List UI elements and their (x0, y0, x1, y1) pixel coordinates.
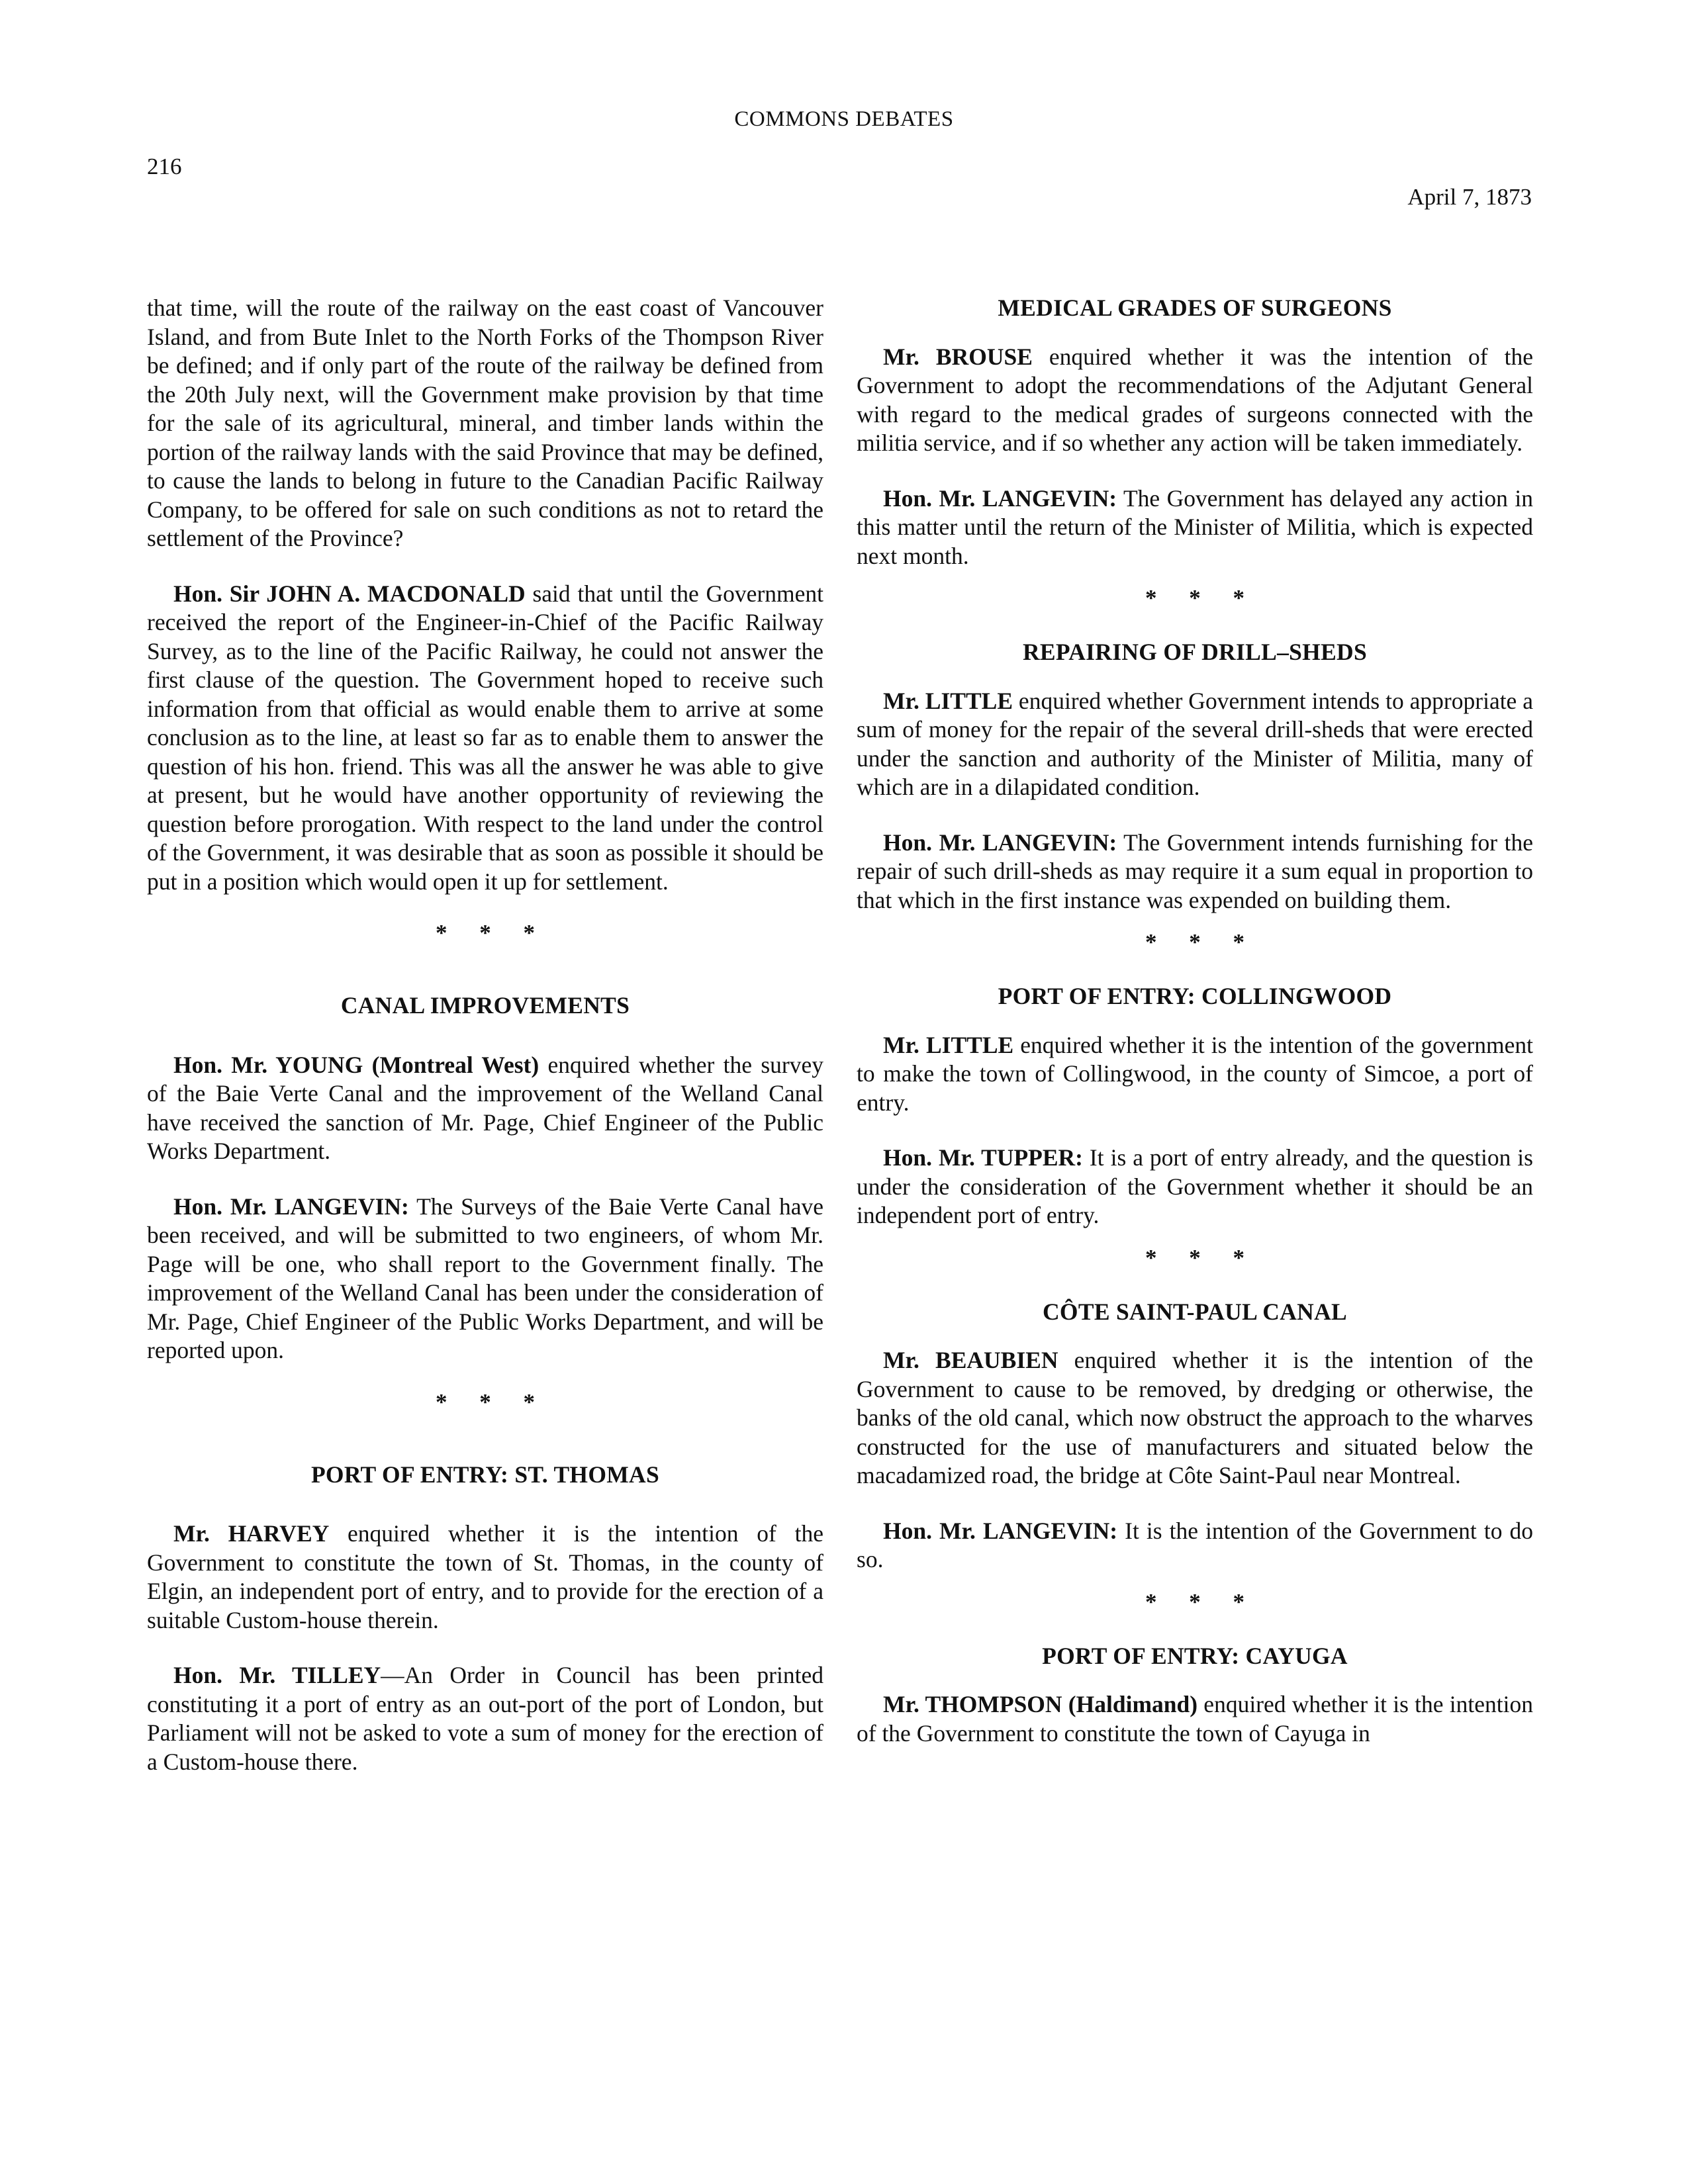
section-heading: MEDICAL GRADES OF SURGEONS (998, 295, 1392, 321)
paragraph (147, 580, 823, 897)
paragraph (147, 294, 823, 553)
left-column (147, 294, 823, 1803)
page-date: April 7, 1873 (1407, 184, 1532, 210)
paragraph-text: enquired whether it is the intention of the government to make the town of Collingwood, in the county of Simcoe, a port of entry. (857, 1031, 1533, 1116)
paragraph-text: said that until the Government received the report of the Engineer-in-Chief of the Pacific Railway Survey, as to the line of the Pacific Railway, he could not answer the first clause of the question. The Government hoped to receive such information from that official as would enable them to arrive at some conclusion as to the line, at least so far as to enable them to answer the question of his hon. friend. This was all the answer he was able to give at present, but he would have another opportunity of reviewing the question before prorogation. With respect to the land under the control of the Government, it was desirable that as soon as possible it should be put in a position which would open it up for settlement. (147, 580, 823, 895)
speaker-name: Mr. LITTLE (883, 687, 1013, 714)
section-heading: PORT OF ENTRY: COLLINGWOOD (998, 983, 1392, 1009)
section-heading: PORT OF ENTRY: ST. THOMAS (310, 1461, 660, 1488)
paragraph-text: enquired whether it is the intention of the Government to constitute the town of Cayuga in (857, 1691, 1533, 1747)
paragraph (147, 1193, 823, 1365)
section-separator: * * * (1145, 1588, 1258, 1615)
speaker-name: Mr. BROUSE (883, 343, 1033, 370)
paragraph (147, 1520, 823, 1635)
speaker-name: Hon. Sir JOHN A. MACDONALD (173, 580, 526, 607)
paragraph-text: —An Order in Council has been printed constituting it a port of entry as an out-port of the port of London, but Parliament will not be asked to vote a sum of money for the erection of a Custom-house there. (147, 1662, 823, 1775)
paragraph (857, 687, 1533, 802)
section-heading: PORT OF ENTRY: CAYUGA (1042, 1642, 1348, 1669)
right-column (857, 294, 1533, 1774)
section-heading: CANAL IMPROVEMENTS (340, 992, 630, 1019)
speaker-name: Hon. Mr. LANGEVIN: (883, 484, 1117, 512)
paragraph (857, 484, 1533, 571)
speaker-name: Hon. Mr. LANGEVIN: (883, 1517, 1118, 1544)
paragraph (857, 1144, 1533, 1230)
paragraph-text: The Surveys of the Baie Verte Canal have been received, and will be submitted to two engineers, of whom Mr. Page will be one, who shall report to the Government finally. The improvement of the Welland Canal has been under the consideration of Mr. Page, Chief Engineer of the Public Works Department, and will be reported upon. (147, 1193, 823, 1363)
paragraph-text: The Government has delayed any action in this matter until the return of the Minister of Militia, which is expected next month. (857, 484, 1534, 569)
speaker-name: Hon. Mr. YOUNG (Montreal West) (173, 1051, 539, 1078)
paragraph (857, 1690, 1533, 1748)
paragraph-text: It is the intention of the Government to do so. (857, 1517, 1534, 1572)
section-separator: * * * (436, 1388, 548, 1415)
page-number: 216 (147, 154, 182, 179)
section-heading: REPAIRING OF DRILL–SHEDS (1022, 639, 1368, 665)
paragraph-text: enquired whether the survey of the Baie Verte Canal and the improvement of the Welland Canal have received the sanction of Mr. Page, Chief Engineer of the Public Works Department. (147, 1051, 823, 1164)
speaker-name: Hon. Mr. TUPPER: (883, 1144, 1083, 1171)
section-heading: CÔTE SAINT-PAUL CANAL (1043, 1298, 1347, 1325)
section-separator: * * * (436, 920, 548, 946)
paragraph-text: It is a port of entry already, and the question is under the consideration of the Government whether it should be an independent port of entry. (857, 1144, 1533, 1228)
speaker-name: Mr. BEAUBIEN (883, 1347, 1058, 1373)
paragraph (147, 1051, 823, 1166)
paragraph-text: that time, will the route of the railway on the east coast of Vancouver Island, and from Bute Inlet to the North Forks of the Thompson River be defined; and if only part of the route of the railway be defined from the 20th July next, will the Government make provision by that time for the sale of its agricultural, mineral, and timber lands within the portion of the railway lands with the said Province that may be defined, to cause the lands to belong in future to the Canadian Pacific Railway Company, to be offered for sale on such conditions as not to retard the settlement of the Province? (147, 295, 823, 551)
paragraph-text: enquired whether it is the intention of the Government to constitute the town of St. Thomas, in the county of Elgin, an independent port of entry, and to provide for the erection of a suitable Custom-house therein. (147, 1520, 823, 1633)
section-separator: * * * (1145, 929, 1258, 955)
paragraph-text: enquired whether Government intends to appropriate a sum of money for the repair of the several drill-sheds that were erected under the sanction and authority of the Minister of Militia, many of which are in a dilapidated condition. (857, 687, 1533, 800)
paragraph (857, 829, 1533, 915)
speaker-name: Mr. HARVEY (173, 1520, 330, 1547)
paragraph (857, 1346, 1533, 1490)
section-separator: * * * (1145, 1244, 1258, 1271)
speaker-name: Hon. Mr. LANGEVIN: (173, 1193, 409, 1220)
paragraph-text: The Government intends furnishing for the repair of such drill-sheds as may require it a sum equal in proportion to that which in the first instance was expended on building them. (857, 829, 1533, 913)
paragraph (147, 1661, 823, 1776)
speaker-name: Hon. Mr. TILLEY (173, 1662, 381, 1688)
speaker-name: Hon. Mr. LANGEVIN: (883, 829, 1117, 856)
paragraph-text: enquired whether it was the intention of the Government to adopt the recommendations of the Adjutant General with regard to the medical grades of surgeons connected with the militia service, and if so whether any action will be taken immediately. (857, 343, 1533, 456)
paragraph (857, 343, 1533, 458)
speaker-name: Mr. THOMPSON (Haldimand) (883, 1691, 1198, 1717)
paragraph (857, 1517, 1533, 1574)
speaker-name: Mr. LITTLE (883, 1031, 1014, 1058)
paragraph (857, 1031, 1533, 1118)
section-separator: * * * (1145, 585, 1258, 611)
running-head: COMMONS DEBATES (734, 107, 954, 131)
paragraph-text: enquired whether it is the intention of the Government to cause to be removed, by dredging or otherwise, the banks of the old canal, which now obstruct the approach to the wharves constructed for the use of manufacturers and situated below the macadamized road, the bridge at Côte Saint-Paul near Montreal. (857, 1347, 1533, 1488)
